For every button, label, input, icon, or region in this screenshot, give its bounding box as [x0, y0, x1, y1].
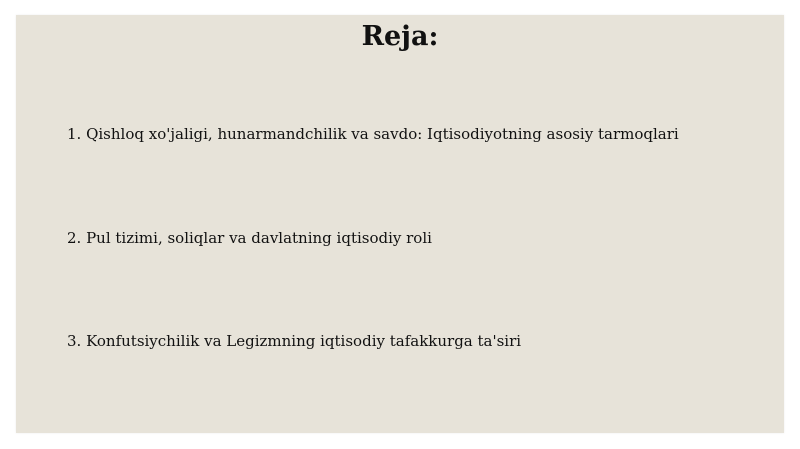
plan-item-3: 3. Konfutsiychilik va Legizmning iqtisodiy tafakkurga ta'siri	[67, 332, 522, 350]
slide	[16, 15, 784, 433]
plan-item-1: 1. Qishloq xo'jaligi, hunarmandchilik va savdo: Iqtisodiyotning asosiy tarmoqlari	[67, 125, 679, 143]
plan-item-2: 2. Pul tizimi, soliqlar va davlatning iqtisodiy roli	[67, 229, 432, 247]
slide-title: Reja:	[361, 21, 439, 52]
